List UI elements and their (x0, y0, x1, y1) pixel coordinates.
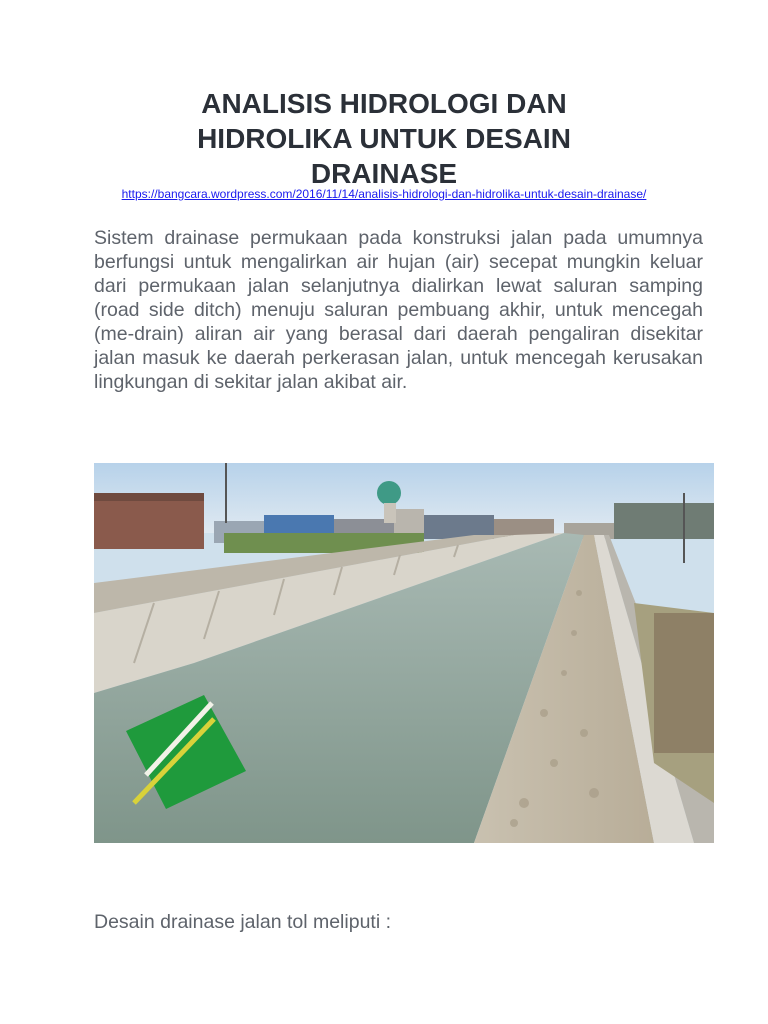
intro-paragraph: Sistem drainase permukaan pada konstruksi jalan pada umumnya berfungsi untuk mengalirkan air hujan (air) secepat mungkin keluar dari permukaan jalan selanjutnya dialirkan lewat saluran samping (road side ditch) menuju saluran pembuang akhir, untuk mencegah (me-drain) aliran air yang berasal dari daerah pengaliran disekitar jalan masuk ke daerah perkerasan jalan, untuk mencegah kerusakan lingkungan di sekitar jalan akibat air. (94, 227, 703, 393)
mosque-dome (377, 481, 401, 505)
closing-line: Desain drainase jalan tol meliputi : (94, 911, 391, 933)
drainage-canal-photo (94, 463, 714, 843)
source-link[interactable]: https://bangcara.wordpress.com/2016/11/14/analisis-hidrologi-dan-hidrolika-untuk-desain-drainase/ (121, 187, 647, 201)
page-title: ANALISIS HIDROLOGI DAN HIDROLIKA UNTUK DESAIN DRAINASE (197, 88, 571, 189)
